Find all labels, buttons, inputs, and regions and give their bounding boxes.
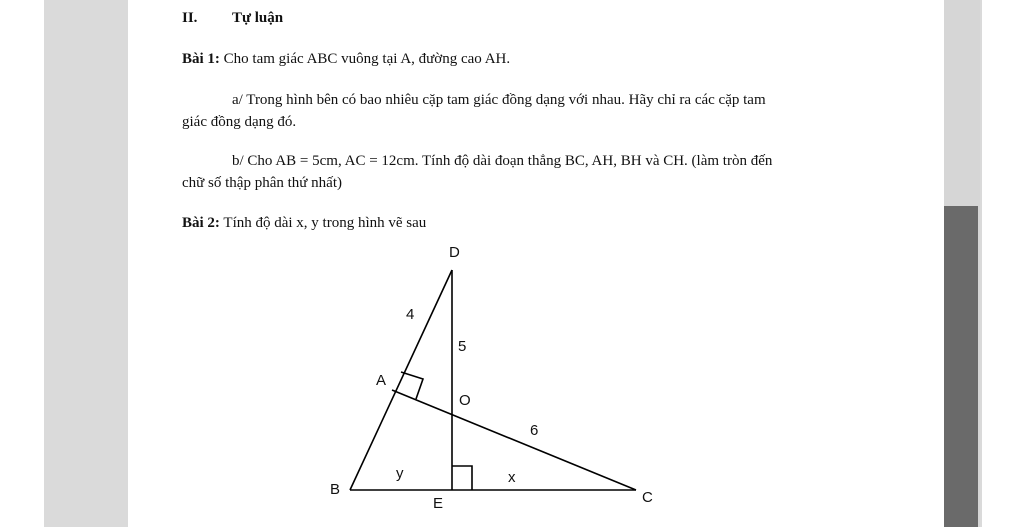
point-d-label: D [449, 244, 460, 261]
problem-1a-line-1: a/ Trong hình bên có bao nhiêu cặp tam giác đồng dạng với nhau. Hãy chỉ ra các cặp tam [232, 92, 766, 108]
problem-2-label: Bài 2: [182, 215, 220, 231]
problem-1a-line-2: giác đồng dạng đó. [182, 114, 297, 130]
length-do-label: 5 [458, 338, 467, 355]
point-o-label: O [459, 392, 471, 409]
problem-1b-line-2: chữ số thập phân thứ nhất) [182, 175, 342, 191]
point-e-label: E [433, 495, 444, 512]
point-a-label: A [376, 372, 387, 389]
point-b-label: B [330, 481, 341, 498]
problem-1-label: Bài 1: [182, 51, 220, 67]
problem-2-text: Tính độ dài x, y trong hình vẽ sau [223, 215, 427, 231]
problem-1-text: Cho tam giác ABC vuông tại A, đường cao AH. [223, 51, 511, 67]
line-db [350, 270, 452, 490]
problem-1b-line-1: b/ Cho AB = 5cm, AC = 12cm. Tính độ dài đoạn thẳng BC, AH, BH và CH. (làm tròn đến [232, 153, 773, 169]
length-be-label: y [396, 465, 404, 482]
length-ec-label: x [508, 469, 516, 486]
right-angle-e [452, 466, 472, 490]
length-ad-label: 4 [406, 306, 415, 323]
length-oc-label: 6 [530, 422, 539, 439]
section-number: II. [182, 10, 198, 26]
point-c-label: C [642, 489, 653, 506]
section-title: Tự luận [232, 10, 284, 26]
